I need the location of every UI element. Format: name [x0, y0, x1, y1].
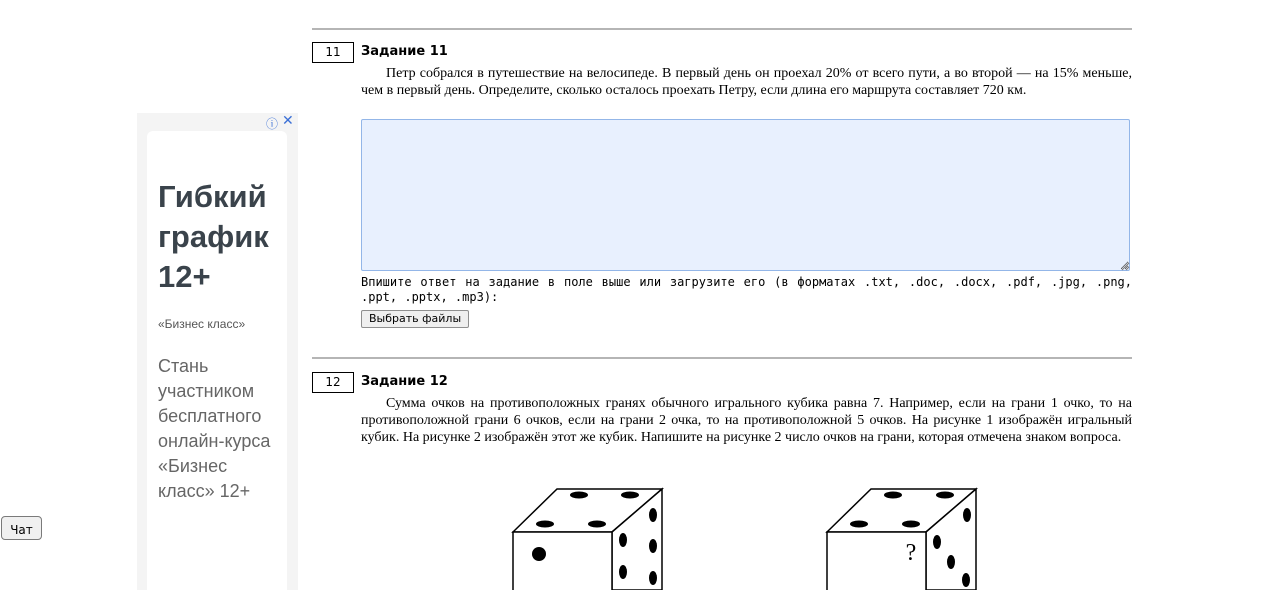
- resize-grip-icon[interactable]: [1121, 262, 1130, 271]
- task-number-12: 12: [312, 372, 354, 393]
- task-text-12: Сумма очков на противоположных гранях обычного игрального кубика равна 7. Например, если на грани 1 очко, то на противоположной грани 6 очков, если на грани 2 очка, то на противоположной 5 очков. На рисунке 1 изображён игральный кубик. На рисунке 2 изображён этот же кубик. Напишите на рисунке 2 число очков на грани, которая отмечена знаком вопроса.: [361, 396, 1132, 445]
- divider: [312, 28, 1132, 30]
- upload-hint: Впишите ответ на задание в поле выше или загрузите его (в форматах .txt, .doc, .docx, .pdf, .jpg, .png, .ppt, .pptx, .mp3):: [361, 275, 1132, 304]
- ad-brand: «Бизнес класс»: [158, 317, 246, 331]
- task-title-11: Задание 11: [361, 44, 448, 59]
- question-mark: ?: [905, 540, 917, 566]
- task-number-11: 11: [312, 42, 354, 63]
- answer-textarea[interactable]: [361, 119, 1130, 271]
- task-text-11: Петр собрался в путешествие на велосипеде. В первый день он проехал 20% от всего пути, а во второй — на 15% меньше, чем в первый день. Определите, сколько осталось проехать Петру, если длина его маршрута составляет 720 км.: [361, 66, 1132, 98]
- ad-banner[interactable]: [137, 113, 298, 590]
- ad-body-text[interactable]: Стань участником бесплатного онлайн-курса «Бизнес класс» 12+: [158, 356, 271, 501]
- choose-files-button[interactable]: Выбрать файлы: [361, 310, 469, 328]
- chat-button[interactable]: Чат: [1, 516, 42, 540]
- die-figure-2: [827, 489, 976, 590]
- ad-headline[interactable]: Гибкий график 12+: [158, 179, 269, 294]
- divider: [312, 357, 1132, 359]
- info-icon[interactable]: ⓘ: [266, 117, 279, 131]
- task-title-12: Задание 12: [361, 374, 448, 389]
- close-icon[interactable]: ✕: [282, 113, 294, 129]
- dice-figures: [505, 480, 985, 590]
- die-figure-1: [513, 489, 662, 590]
